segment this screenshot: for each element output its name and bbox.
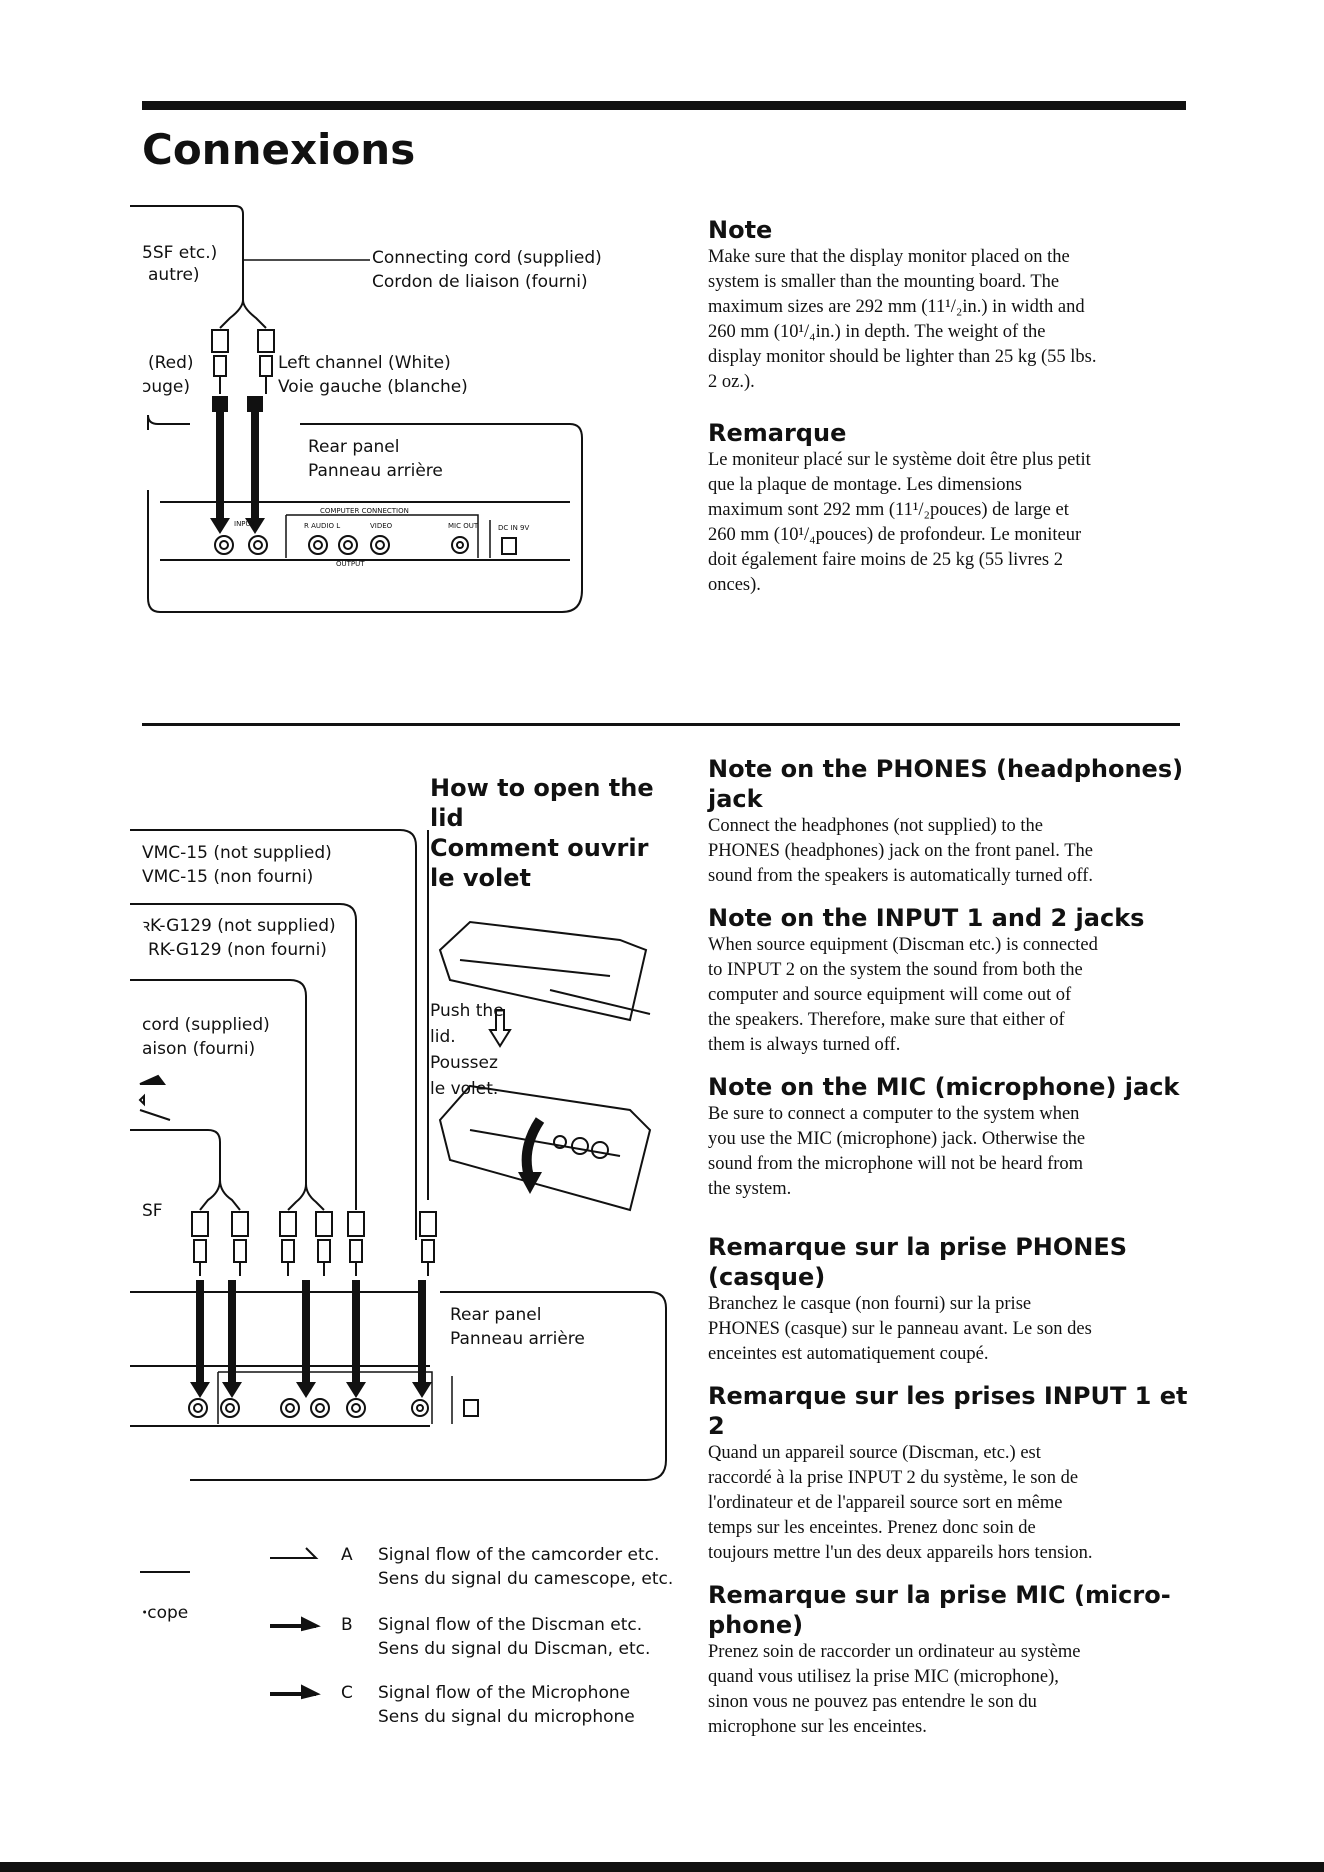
remarque-mic bbox=[708, 1580, 1188, 1740]
lid-title-en-1: How to open the bbox=[430, 774, 654, 802]
note-line: raccordé à la prise INPUT 2 du système, le son de bbox=[708, 1468, 1079, 1488]
legend-letter: A bbox=[341, 1545, 353, 1565]
note-line: enceintes est automatiquement coupé. bbox=[708, 1344, 989, 1364]
legend-text-en: Signal flow of the Microphone bbox=[378, 1683, 631, 1703]
remarque-line: 260 mm (10¹/₄pouces) de profondeur. Le moniteur bbox=[708, 525, 1082, 545]
note-line: microphone sur les enceintes. bbox=[708, 1717, 927, 1737]
note-phones bbox=[708, 754, 1188, 889]
lid-instructions bbox=[430, 773, 654, 893]
panel-output-label: OUTPUT bbox=[336, 560, 365, 568]
note-heading: Note on the MIC (microphone) jack bbox=[708, 1073, 1180, 1101]
legend-text-en: Signal flow of the camcorder etc. bbox=[378, 1545, 660, 1565]
panel-group-label: COMPUTER CONNECTION bbox=[320, 507, 409, 515]
remarque-line: Le moniteur placé sur le système doit être plus petit bbox=[708, 450, 1091, 470]
left-channel-label-en: Left channel (White) bbox=[278, 353, 451, 373]
note-line: computer and source equipment will come out of bbox=[708, 985, 1072, 1005]
remarque-input bbox=[708, 1381, 1188, 1566]
note-heading: Remarque sur la prise PHONES bbox=[708, 1233, 1128, 1261]
rear-panel-label-fr: Panneau arrière bbox=[308, 461, 443, 481]
vmc-label-fr: VMC-15 (non fourni) bbox=[142, 867, 314, 887]
note-line: Quand un appareil source (Discman, etc.) est bbox=[708, 1443, 1041, 1463]
cord-label-fr: Cordon de liaison (fourni) bbox=[372, 272, 588, 292]
bottom-edge bbox=[0, 1862, 1324, 1872]
lid-title-en-2: lid bbox=[430, 804, 464, 832]
section-divider bbox=[142, 723, 1180, 726]
remarque-line: doit également faire moins de 25 kg (55 livres 2 bbox=[708, 550, 1064, 570]
legend-letter: B bbox=[341, 1615, 353, 1635]
legend-text-fr: Sens du signal du Discman, etc. bbox=[378, 1639, 651, 1659]
note-line: quand vous utilisez la prise MIC (microphone), bbox=[708, 1667, 1059, 1687]
left-channel-label-fr: Voie gauche (blanche) bbox=[278, 377, 468, 397]
note-line: display monitor should be lighter than 25 kg (55 lbs. bbox=[708, 347, 1097, 367]
top-rule bbox=[142, 101, 1186, 110]
right-notes bbox=[708, 754, 1188, 1740]
legend-text-fr: Sens du signal du camescope, etc. bbox=[378, 1569, 674, 1589]
lid-title-fr-1: Comment ouvrir bbox=[430, 834, 649, 862]
rear-panel-label-en: Rear panel bbox=[308, 437, 400, 457]
note-line: Branchez le casque (non fourni) sur la prise bbox=[708, 1294, 1032, 1314]
push-lid-text bbox=[430, 998, 504, 1102]
panel-video-label: VIDEO bbox=[370, 522, 393, 530]
note-input bbox=[708, 903, 1188, 1058]
note-line: Make sure that the display monitor placed on the bbox=[708, 247, 1070, 267]
source-label-2: autre) bbox=[148, 265, 200, 285]
rk-label-en: ꝛK-G129 (not supplied) bbox=[142, 916, 336, 936]
note-line: 260 mm (10¹/₄in.) in depth. The weight of the bbox=[708, 322, 1046, 342]
remarque-heading: Remarque bbox=[708, 419, 847, 447]
note-line: When source equipment (Discman etc.) is connected bbox=[708, 935, 1098, 955]
note-line: system is smaller than the mounting board. The bbox=[708, 272, 1060, 292]
note-line: sound from the speakers is automatically turned off. bbox=[708, 866, 1093, 886]
red-label-en: (Red) bbox=[148, 353, 194, 373]
note-line: them is always turned off. bbox=[708, 1035, 901, 1055]
push-line: Push the bbox=[430, 1001, 504, 1021]
cord-label-en: Connecting cord (supplied) bbox=[372, 248, 602, 268]
rk-label-fr: RK-G129 (non fourni) bbox=[148, 940, 327, 960]
note-line: PHONES (casque) sur le panneau avant. Le son des bbox=[708, 1319, 1092, 1339]
note-line: PHONES (headphones) jack on the front panel. The bbox=[708, 841, 1093, 861]
page-title: Connexions bbox=[142, 125, 416, 174]
note-line: toujours mettre l'un des deux appareils hors tension. bbox=[708, 1543, 1093, 1563]
note-block bbox=[708, 215, 1188, 395]
source-label-1: 5SF etc.) bbox=[142, 243, 218, 263]
red-label-fr: ɔuge) bbox=[142, 377, 190, 397]
note-heading: Remarque sur les prises INPUT 1 et 2 bbox=[708, 1382, 1188, 1440]
note-line: the speakers. Therefore, make sure that either of bbox=[708, 1010, 1065, 1030]
rear-panel-label-en: Rear panel bbox=[450, 1305, 542, 1325]
sf-label: SF bbox=[142, 1201, 163, 1221]
cord-label-fr: aison (fourni) bbox=[142, 1039, 256, 1059]
note-heading: Note bbox=[708, 216, 773, 244]
remarque-line: onces). bbox=[708, 575, 761, 595]
note-line: Connect the headphones (not supplied) to the bbox=[708, 816, 1043, 836]
legend-text-en: Signal flow of the Discman etc. bbox=[378, 1615, 643, 1635]
note-line: Prenez soin de raccorder un ordinateur au système bbox=[708, 1642, 1081, 1662]
note-line: temps sur les enceintes. Prenez donc soin de bbox=[708, 1518, 1036, 1538]
note-line: sound from the microphone will not be heard from bbox=[708, 1154, 1084, 1174]
push-line: le volet. bbox=[430, 1079, 499, 1099]
note-line: you use the MIC (microphone) jack. Otherwise the bbox=[708, 1129, 1086, 1149]
note-line: maximum sizes are 292 mm (11¹/₂in.) in width and bbox=[708, 297, 1085, 317]
remarque-line: maximum sont 292 mm (11¹/₂pouces) de large et bbox=[708, 500, 1069, 520]
note-heading: jack bbox=[708, 785, 763, 813]
note-heading: phone) bbox=[708, 1611, 804, 1639]
note-line: Be sure to connect a computer to the system when bbox=[708, 1104, 1080, 1124]
note-heading: (casque) bbox=[708, 1263, 826, 1291]
legend-text-fr: Sens du signal du microphone bbox=[378, 1707, 635, 1727]
note-line: to INPUT 2 on the system the sound from both the bbox=[708, 960, 1083, 980]
lid-title-fr-2: le volet bbox=[430, 864, 531, 892]
legend-letter: C bbox=[341, 1683, 353, 1703]
cord-label-en: cord (supplied) bbox=[142, 1015, 270, 1035]
note-heading: Remarque sur la prise MIC (micro- bbox=[708, 1581, 1171, 1609]
note-line: the system. bbox=[708, 1179, 792, 1199]
push-line: lid. bbox=[430, 1027, 456, 1047]
scope-label: ꞏcope bbox=[142, 1603, 189, 1623]
note-heading: Note on the PHONES (headphones) bbox=[708, 755, 1184, 783]
panel-dc-label: DC IN 9V bbox=[498, 524, 530, 532]
note-line: l'ordinateur et de l'appareil source sort en même bbox=[708, 1493, 1063, 1513]
note-line: sinon vous ne pouvez pas entendre le son du bbox=[708, 1692, 1037, 1712]
note-mic bbox=[708, 1072, 1188, 1202]
remarque-block bbox=[708, 418, 1188, 598]
panel-audio-label: R AUDIO L bbox=[304, 522, 341, 530]
rear-panel-label-fr: Panneau arrière bbox=[450, 1329, 585, 1349]
panel-input-label: INPUT bbox=[234, 520, 255, 528]
vmc-label-en: VMC-15 (not supplied) bbox=[142, 843, 332, 863]
legend-arrows bbox=[268, 1540, 338, 1710]
panel-mic-label: MIC OUT bbox=[448, 522, 479, 530]
remarque-phones bbox=[708, 1232, 1188, 1367]
note-line: 2 oz.). bbox=[708, 372, 755, 392]
remarque-line: que la plaque de montage. Les dimensions bbox=[708, 475, 1022, 495]
note-heading: Note on the INPUT 1 and 2 jacks bbox=[708, 904, 1145, 932]
push-line: Poussez bbox=[430, 1053, 498, 1073]
